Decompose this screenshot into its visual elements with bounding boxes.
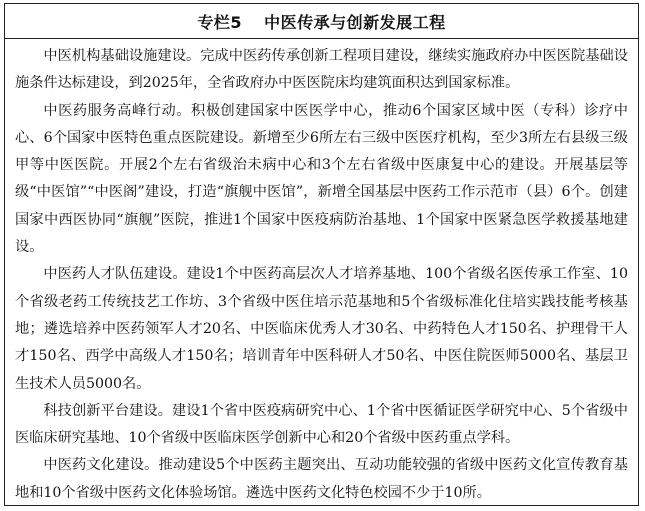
- paragraph-infrastructure: 中医机构基础设施建设。完成中医药传承创新工程项目建设，继续实施政府办中医医院基础设施条件达标建设，到2025年，全省政府办中医医院床均建筑面积达到国家标准。: [15, 48, 628, 92]
- paragraph-innovation-platform: 科技创新平台建设。建设1个省中医疫病研究中心、1个省中医循证医学研究中心、5个省级中医临床研究基地、10个省级中医临床医学创新中心和20个省级中医药重点学科。: [15, 402, 628, 447]
- column-heading: 中医传承与创新发展工程: [264, 12, 446, 32]
- column-box: [4, 3, 639, 506]
- paragraph-service-peak: 中医药服务高峰行动。积极创建国家中医医学中心，推动6个国家区域中医（专科）诊疗中心、6个国家中医特色重点医院建设。新增至少6所左右三级中医医疗机构，至少3所左右县级三级甲等中医医院。开展2个左右省级治未病中心和3个左右省级中医康复中心的建设。开展基层等级“中医馆”“中医阁”建设，打造“旗舰中医馆”，新增全国基层中医药工作示范市（县）6个。创建国家中西医协同“旗舰”医院，推进1个国家中医疫病防治基地、1个国家中医紧急医学救援基地建设。: [15, 102, 628, 256]
- column-label: 专栏5: [197, 12, 243, 32]
- column-content: [5, 39, 638, 507]
- paragraph-culture: 中医药文化建设。推动建设5个中医药主题突出、互动功能较强的省级中医药文化宣传教育基地和10个省级中医药文化体验场馆。遴选中医药文化特色校园不少于10所。: [15, 457, 628, 501]
- paragraph-talent-team: 中医药人才队伍建设。建设1个中医药高层次人才培养基地、100个省级名医传承工作室、10个省级老药工传统技艺工作坊、3个省级中医住培示范基地和5个省级标准化住培实践技能考核基地；遴选培养中医药领军人才20名、中医临床优秀人才30名、中药特色人才150名、护理骨干人才150名、西学中高级人才150名；培训青年中医科研人才50名、中医住院医师5000名、基层卫生技术人员5000名。: [15, 266, 628, 392]
- column-title: [5, 4, 638, 39]
